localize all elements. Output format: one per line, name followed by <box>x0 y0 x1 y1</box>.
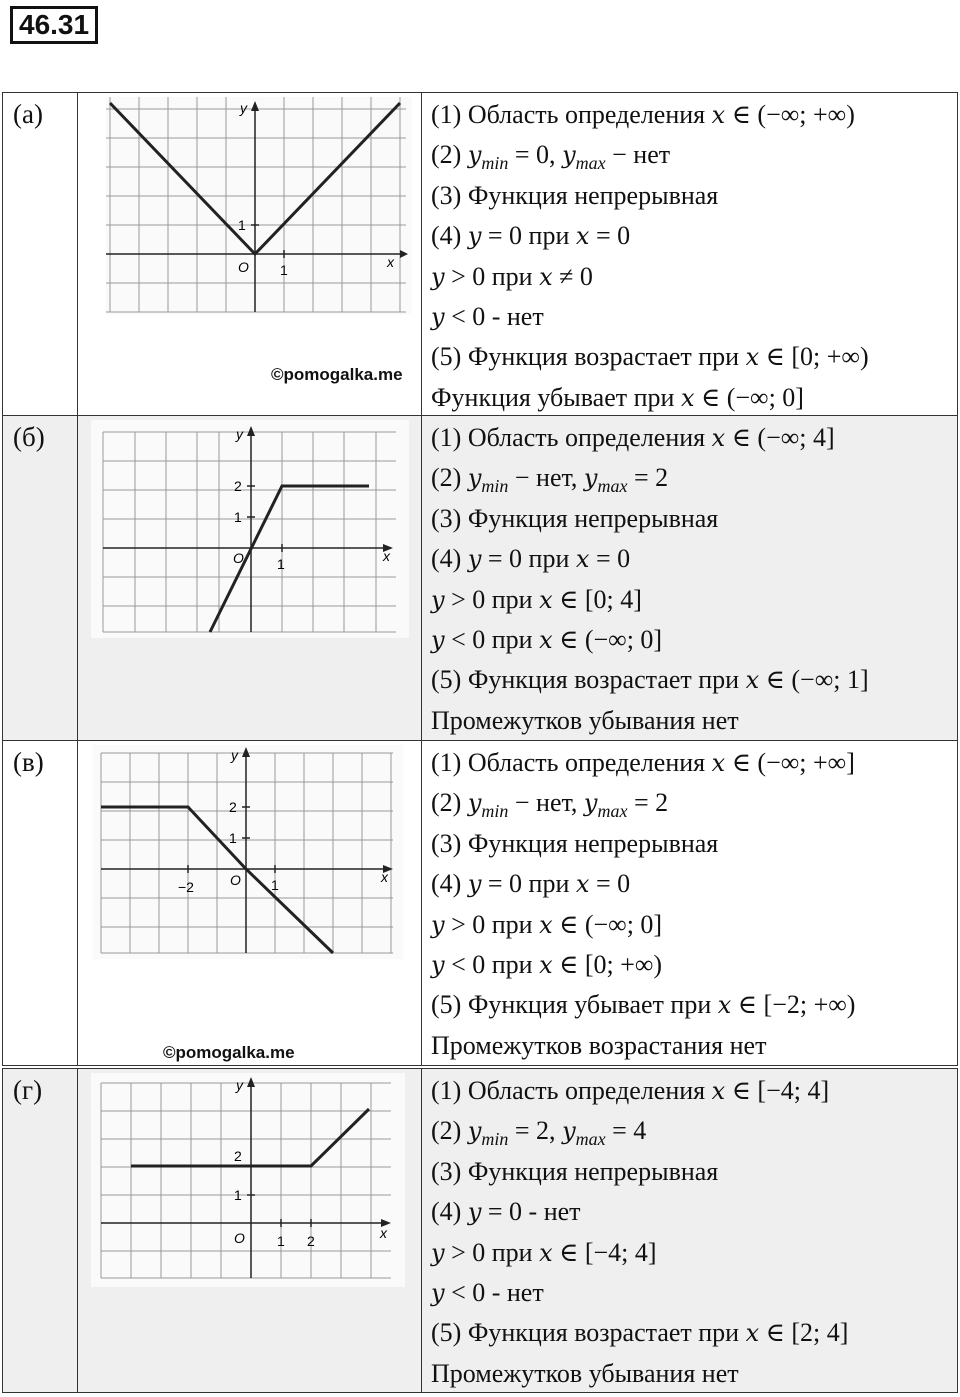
x-axis-arrow <box>400 250 408 258</box>
property-text: Промежутков возрастания нет <box>431 1030 767 1060</box>
property-line <box>431 1233 955 1273</box>
property-line <box>431 1071 955 1111</box>
property-text: < 0 - нет <box>444 1277 544 1307</box>
property-text: (2) <box>431 140 468 170</box>
y-axis-arrow <box>247 1077 255 1087</box>
property-line <box>431 701 955 741</box>
origin-label: O <box>233 550 244 566</box>
property-text: (4) <box>431 544 468 574</box>
property-text: ∈ [0; 4] <box>552 584 642 614</box>
math-var: y <box>467 141 482 170</box>
y-axis-arrow <box>251 101 259 111</box>
y-tick-label: 1 <box>234 509 242 525</box>
property-text: (4) <box>431 869 468 899</box>
property-text: = 2 <box>627 788 669 818</box>
row-d <box>2 1068 958 1393</box>
property-text: = 0 <box>589 869 631 899</box>
property-text: = 4 <box>605 1116 647 1146</box>
column-divider <box>77 741 78 1065</box>
property-text: (1) Область определения <box>431 748 712 777</box>
property-line <box>431 297 955 337</box>
row-label: (б) <box>13 422 45 452</box>
column-divider <box>77 416 78 740</box>
property-text: (5) Функция возрастает при <box>431 665 746 695</box>
math-var: y <box>562 141 576 170</box>
property-text: = 0 <box>589 221 631 251</box>
property-text: = 0 <box>589 544 631 574</box>
math-var: y <box>583 464 598 493</box>
y-tick-label: 1 <box>229 830 237 846</box>
column-divider <box>421 741 422 1065</box>
property-text: ≠ 0 <box>552 261 593 291</box>
y-axis-label: y <box>231 747 238 763</box>
property-text: (1) Область определения <box>431 100 712 129</box>
property-text: ∈ (−∞; 1] <box>759 665 869 695</box>
property-line <box>431 378 955 418</box>
property-line <box>431 783 955 823</box>
property-text: (2) <box>431 1116 468 1146</box>
math-var: x <box>745 343 760 372</box>
property-line <box>431 905 955 945</box>
math-var: x <box>539 625 553 654</box>
property-line <box>431 1026 955 1066</box>
math-var: x <box>711 101 726 129</box>
property-text: − нет <box>605 140 671 170</box>
origin-label: O <box>230 872 241 888</box>
math-var: x <box>717 991 732 1020</box>
property-line <box>431 95 955 135</box>
property-text: ∈ [−4; 4] <box>725 1076 830 1105</box>
graph-a <box>106 97 412 315</box>
property-text: = 0 при <box>481 869 576 899</box>
math-var: y <box>467 1198 482 1227</box>
grid <box>101 1083 391 1278</box>
y-tick-label: 2 <box>234 478 242 494</box>
property-line <box>431 257 955 297</box>
property-text: (5) Функция возрастает при <box>431 1318 746 1348</box>
property-text: = 0 при <box>481 544 576 574</box>
x-tick-label: 1 <box>280 262 288 278</box>
math-subscript: max <box>575 1129 606 1150</box>
grid <box>103 432 396 632</box>
property-line <box>431 580 955 620</box>
row-a <box>2 92 958 416</box>
property-text: (5) Функция возрастает при <box>431 342 746 372</box>
property-text: ∈ [0; +∞) <box>552 949 663 979</box>
property-text: ∈ (−∞; +∞] <box>725 748 855 777</box>
y-axis-arrow <box>242 747 250 757</box>
column-divider <box>421 93 422 415</box>
property-line <box>431 1354 955 1394</box>
property-line <box>431 458 955 498</box>
property-text: > 0 при <box>444 909 540 939</box>
math-var: x <box>745 1319 760 1348</box>
x-tick-label: −2 <box>178 879 194 895</box>
math-var: x <box>539 910 553 939</box>
property-line <box>431 945 955 985</box>
math-var: x <box>711 424 726 452</box>
x-tick-label: 2 <box>307 1233 315 1249</box>
math-var: x <box>539 1238 553 1267</box>
column-divider <box>77 1069 78 1392</box>
property-text: ∈ [−4; 4] <box>552 1237 657 1267</box>
property-text: > 0 при <box>444 261 540 291</box>
properties-b <box>431 418 955 741</box>
math-subscript: min <box>481 153 509 174</box>
column-divider <box>421 416 422 740</box>
math-var: y <box>431 625 445 654</box>
property-line <box>431 176 955 216</box>
property-text: = 2, <box>508 1116 563 1146</box>
y-tick-label: 1 <box>238 217 246 233</box>
math-var: y <box>431 302 445 331</box>
property-line <box>431 337 955 377</box>
property-text: ∈ (−∞; 0] <box>552 909 663 939</box>
row-label: (в) <box>13 747 44 777</box>
property-text: (3) Функция непрерывная <box>431 180 719 210</box>
column-divider <box>421 1069 422 1392</box>
row-c <box>2 740 958 1066</box>
column-divider <box>77 93 78 415</box>
math-var: x <box>575 870 590 899</box>
property-line <box>431 824 955 864</box>
math-subscript: min <box>481 1129 509 1150</box>
property-text: (4) <box>431 1197 468 1227</box>
watermark: ©pomogalka.me <box>271 365 403 384</box>
property-text: < 0 - нет <box>444 301 544 331</box>
property-text: Функция убывает при <box>431 382 681 412</box>
x-axis-label: x <box>380 1225 387 1241</box>
property-text: Промежутков убывания нет <box>431 1358 739 1388</box>
property-text: ∈ [0; +∞) <box>759 342 869 372</box>
math-subscript: min <box>481 476 509 497</box>
y-axis-label: y <box>236 426 243 442</box>
y-axis-label: y <box>236 1077 243 1093</box>
property-line <box>431 620 955 660</box>
property-text: − нет, <box>508 788 584 818</box>
math-var: x <box>575 545 590 574</box>
graph-b <box>91 420 409 638</box>
property-line <box>431 1313 955 1353</box>
property-text: ∈ [−2; +∞) <box>731 990 856 1020</box>
property-line <box>431 864 955 904</box>
graph-c <box>93 745 403 959</box>
math-var: x <box>539 262 553 291</box>
math-var: y <box>467 222 482 251</box>
math-var: x <box>711 1077 726 1105</box>
y-tick-label: 1 <box>234 1187 242 1203</box>
property-text: (1) Область определения <box>431 423 712 452</box>
property-line <box>431 1111 955 1151</box>
property-line <box>431 418 955 458</box>
math-var: y <box>467 1117 482 1146</box>
math-var: y <box>467 789 482 818</box>
math-var: x <box>575 222 590 251</box>
math-var: y <box>467 464 482 493</box>
property-line <box>431 985 955 1025</box>
math-var: x <box>745 666 760 695</box>
math-var: y <box>467 870 482 899</box>
property-text: ∈ (−∞; 0] <box>694 382 804 412</box>
problem-number: 46.31 <box>10 6 98 44</box>
math-var: y <box>431 1278 445 1307</box>
row-b <box>2 415 958 741</box>
math-subscript: max <box>575 153 606 174</box>
row-label: (г) <box>13 1075 43 1105</box>
property-text: (2) <box>431 788 468 818</box>
property-line <box>431 660 955 700</box>
x-tick-label: 1 <box>271 877 279 893</box>
property-text: − нет, <box>508 463 584 493</box>
property-line <box>431 216 955 256</box>
x-tick-label: 1 <box>277 1233 285 1249</box>
property-line <box>431 1273 955 1313</box>
property-text: = 0 - нет <box>481 1197 581 1227</box>
property-line <box>431 499 955 539</box>
y-tick-label: 2 <box>234 1148 242 1164</box>
math-var: x <box>711 749 726 777</box>
math-var: x <box>539 585 553 614</box>
property-text: = 0 при <box>481 221 576 251</box>
math-subscript: min <box>481 801 509 822</box>
grid <box>106 97 406 312</box>
property-text: > 0 при <box>444 1237 540 1267</box>
property-text: (4) <box>431 221 468 251</box>
property-text: < 0 при <box>444 949 540 979</box>
property-text: ∈ (−∞; 0] <box>552 624 663 654</box>
x-axis-label: x <box>381 869 388 885</box>
math-var: x <box>539 950 553 979</box>
x-axis-label: x <box>383 548 390 564</box>
property-text: ∈ [2; 4] <box>759 1318 849 1348</box>
origin-label: O <box>234 1230 245 1246</box>
property-text: (2) <box>431 463 468 493</box>
math-var: x <box>680 383 695 412</box>
x-tick-label: 1 <box>277 556 285 572</box>
properties-a <box>431 95 955 418</box>
property-text: = 2 <box>627 463 669 493</box>
y-axis-arrow <box>247 426 255 436</box>
property-text: ∈ (−∞; 4] <box>725 423 835 452</box>
property-text: (3) Функция непрерывная <box>431 503 719 533</box>
properties-d <box>431 1071 955 1394</box>
math-var: y <box>467 545 482 574</box>
property-text: < 0 при <box>444 624 540 654</box>
property-line <box>431 1192 955 1232</box>
property-text: (3) Функция непрерывная <box>431 828 719 858</box>
math-var: y <box>583 789 598 818</box>
property-line <box>431 135 955 175</box>
y-tick-label: 2 <box>229 799 237 815</box>
row-label: (а) <box>13 99 43 129</box>
graph-d <box>91 1073 405 1287</box>
property-line <box>431 539 955 579</box>
math-var: y <box>431 950 445 979</box>
properties-c <box>431 743 955 1066</box>
math-var: y <box>431 1238 445 1267</box>
math-var: y <box>431 910 445 939</box>
property-text: (3) Функция непрерывная <box>431 1156 719 1186</box>
property-text: (5) Функция убывает при <box>431 990 718 1020</box>
math-subscript: max <box>597 801 628 822</box>
property-text: = 0, <box>508 140 563 170</box>
property-text: Промежутков убывания нет <box>431 705 739 735</box>
math-subscript: max <box>597 476 628 497</box>
y-axis-label: y <box>240 100 247 116</box>
math-var: y <box>431 262 445 291</box>
grid <box>101 753 393 953</box>
math-var: y <box>562 1117 576 1146</box>
watermark: ©pomogalka.me <box>163 1043 295 1062</box>
property-text: (1) Область определения <box>431 1076 712 1105</box>
x-axis-label: x <box>387 254 394 270</box>
property-line <box>431 743 955 783</box>
origin-label: O <box>238 259 249 275</box>
math-var: y <box>431 585 445 614</box>
function-graph <box>131 1109 369 1166</box>
property-line <box>431 1152 955 1192</box>
property-text: > 0 при <box>444 584 540 614</box>
property-text: ∈ (−∞; +∞) <box>725 100 855 129</box>
